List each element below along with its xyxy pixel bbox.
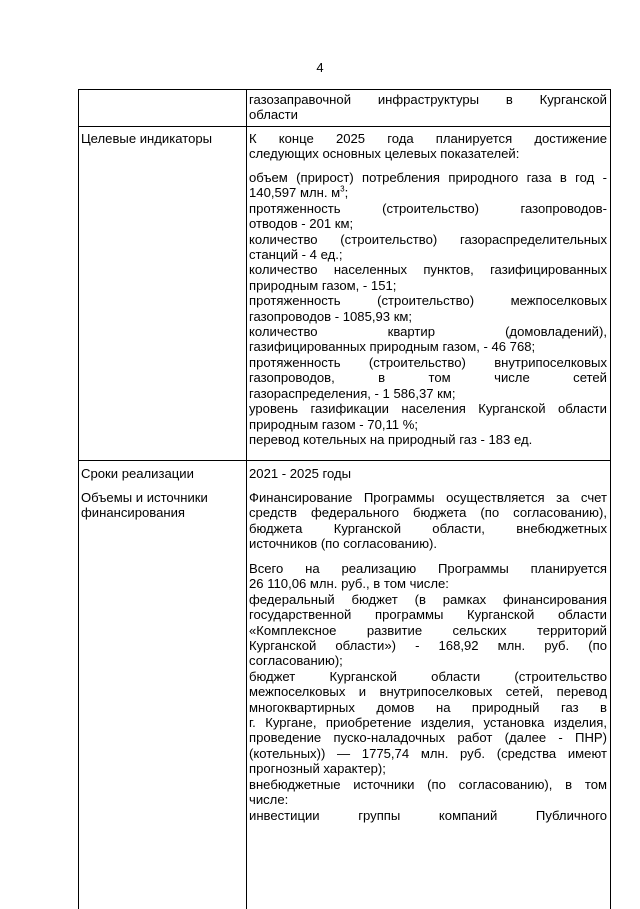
table-border-left bbox=[78, 89, 79, 909]
passport-table bbox=[78, 89, 611, 909]
cell-continuation-text: газозаправочной инфраструктуры в Курганской области bbox=[249, 92, 607, 123]
row-divider-2 bbox=[78, 460, 611, 461]
funding-intro: Финансирование Программы осуществляется за счет средств федерального бюджета (по согласованию), бюджета Курганской области, внебюджетных источников (по согласованию). bbox=[249, 490, 607, 552]
implementation-terms-value: 2021 - 2025 годы bbox=[249, 466, 352, 481]
funding-details: Всего на реализацию Программы планируется 26 110,06 млн. руб., в том числе: федеральный бюджет (в рамках финансирования государственной программы Курганской области «Комплексное развитие сельских территорий Курганской области») - 168,92 млн. руб. (по согласованию); бюджет Курганской области (строительство межпоселковых и внутрипоселковых сетей, перевод многоквартирных домов на природный газ в г. Кургане, приобретение изделия, установка изделия, проведение пуско-наладочных работ (далее - ПНР) (котельных)) — 1775,74 млн. руб. (средства имеют прогнозный характер); внебюджетные источники (по согласованию), в том числе: инвестиции группы компаний Публичного bbox=[249, 561, 607, 823]
label-target-indicators: Целевые индикаторы bbox=[81, 131, 213, 146]
label-implementation-terms: Сроки реализации bbox=[81, 466, 194, 481]
table-border-right bbox=[610, 89, 611, 909]
indicators-list: объем (прирост) потребления природного газа в год - 140,597 млн. $м^3$; протяженность (строительство) газопроводов- отводов - 201 км; количество (строительство) газораспределительных станций - 4 ед.; количество населенных пунктов, газифицированных природным газом, - 151; протяженность (строительство) межпоселковых газопроводов - 1085,93 км; количество квартир (домовладений), газифицированных природным газом, - 46 768; протяженность (строительство) внутрипоселковых газопроводов, в том числе сетей газораспределения, - 1 586,37 км; уровень газификации населения Курганской области природным газом - 70,11 %; перевод котельных на природный газ - 183 ед. bbox=[249, 170, 607, 447]
indicators-intro: К конце 2025 года планируется достижение следующих основных целевых показателей: bbox=[249, 131, 607, 162]
row-divider-1 bbox=[78, 126, 611, 127]
label-funding-sources: Объемы и источники финансирования bbox=[81, 490, 208, 521]
table-column-divider bbox=[246, 89, 247, 909]
page-number: 4 bbox=[316, 60, 324, 75]
table-border-top bbox=[78, 89, 611, 90]
